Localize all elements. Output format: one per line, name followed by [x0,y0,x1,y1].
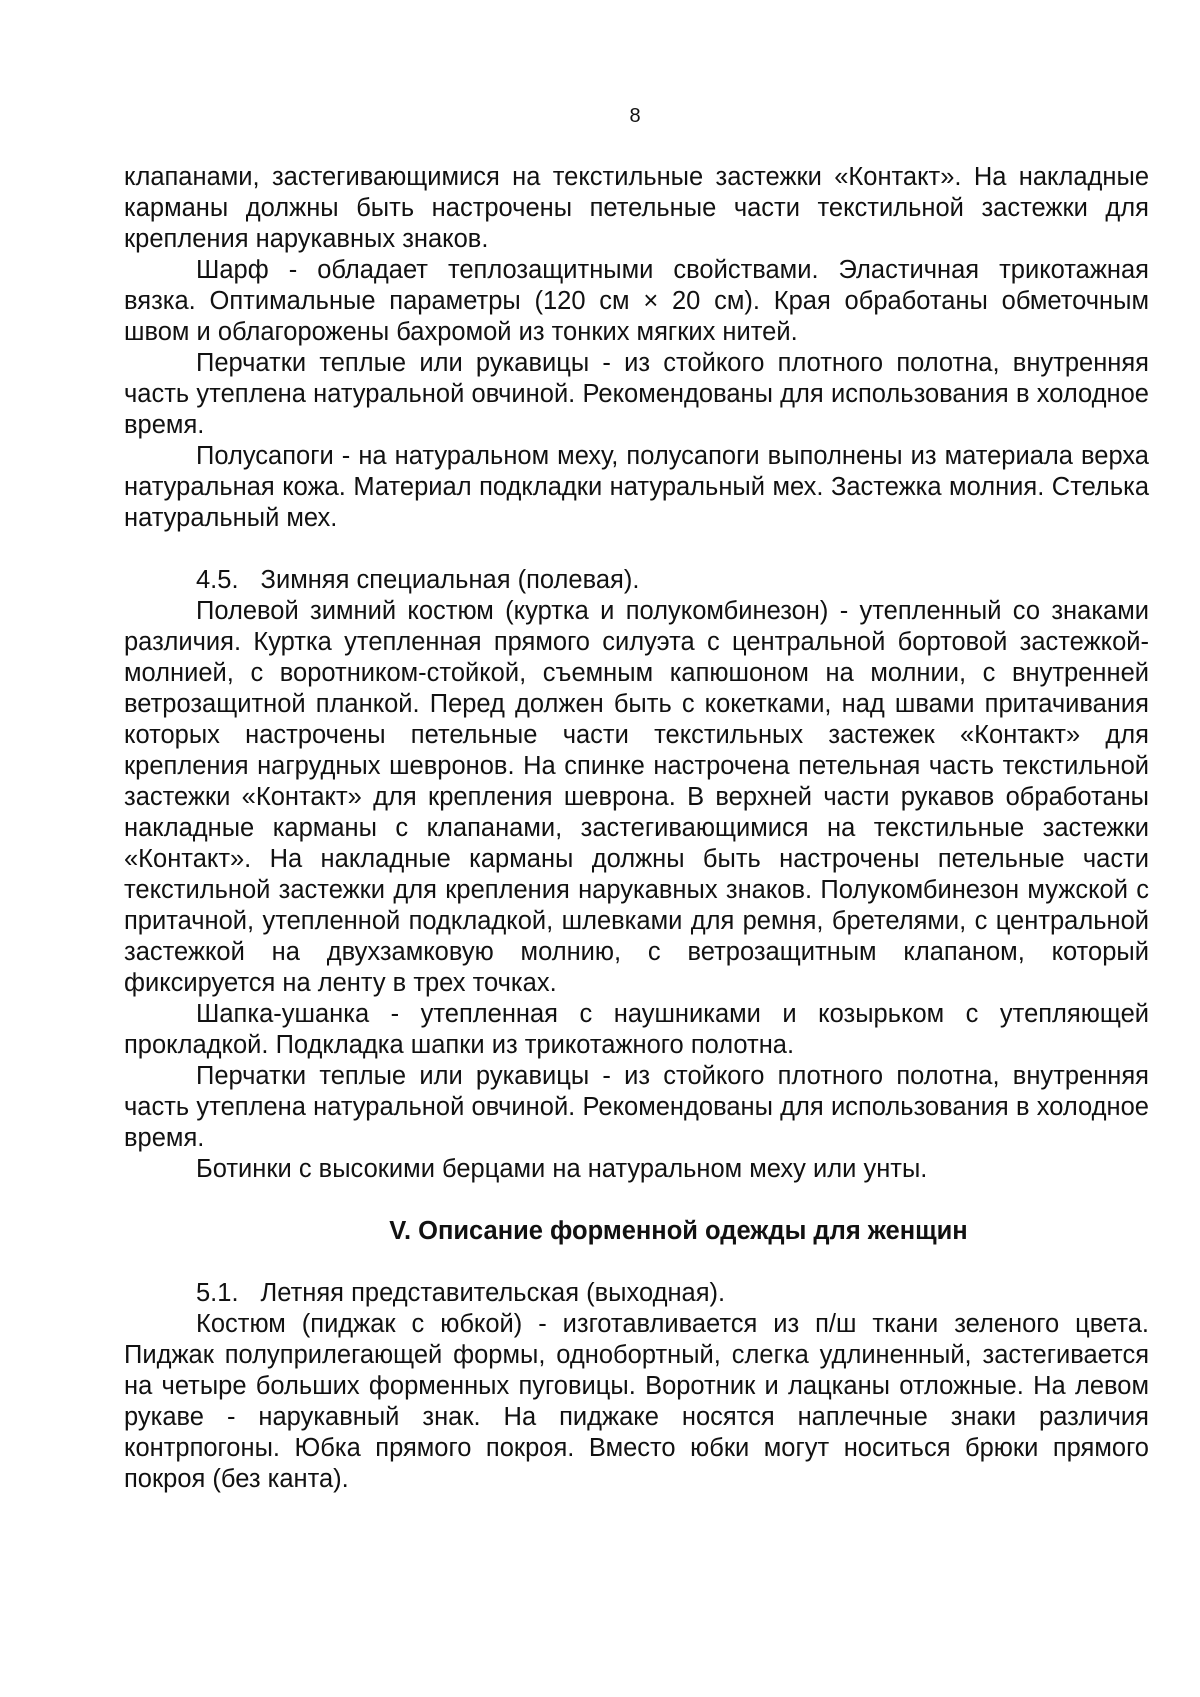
paragraph-gloves: Перчатки теплые или рукавицы - из стойкого плотного полотна, внутренняя часть утеплена натуральной овчиной. Рекомендованы для использования в холодное время. [124,349,1149,439]
section-title: Летняя представительская (выходная). [260,1279,726,1307]
paragraph-women-suit: Костюм (пиджак с юбкой) - изготавливается из п/ш ткани зеленого цвета. Пиджак полуприлегающей формы, однобортный, слегка удлиненный, застегивается на четыре больших форменных пуговицы. Воротник и лацканы отложные. На левом рукаве - нарукавный знак. На пиджаке носятся наплечные знаки различия контрпогоны. Юбка прямого покроя. Вместо юбки могут носиться брюки прямого покроя (без канта). [124,1310,1149,1493]
document-body [124,162,1149,1495]
section-title: Зимняя специальная (полевая). [260,566,640,594]
chapter-title: V. Описание форменной одежды для женщин [389,1217,968,1245]
paragraph-scarf: Шарф - обладает теплозащитными свойствами. Эластичная трикотажная вязка. Оптимальные параметры (120 см × 20 см). Края обработаны обметочным швом и облагорожены бахромой из тонких мягких нитей. [124,256,1149,346]
paragraph-pockets-continued: клапанами, застегивающимися на текстильные застежки «Контакт». На накладные карманы должны быть настрочены петельные части текстильной застежки для крепления нарукавных знаков. [124,163,1149,253]
section-number: 4.5. [196,566,239,594]
section-number: 5.1. [196,1279,239,1307]
page-number: 8 [629,105,641,127]
paragraph-ushanka: Шапка-ушанка - утепленная с наушниками и козырьком с утепляющей прокладкой. Подкладка шапки из трикотажного полотна. [124,1000,1149,1059]
paragraph-half-boots: Полусапоги - на натуральном меху, полусапоги выполнены из материала верха натуральная кожа. Материал подкладки натуральный мех. Застежка молния. Стелька натуральный мех. [124,442,1149,532]
section-heading-4-5 [124,565,1149,596]
paragraph-boots: Ботинки с высокими берцами на натуральном меху или унты. [196,1155,928,1183]
paragraph-gloves-winter: Перчатки теплые или рукавицы - из стойкого плотного полотна, внутренняя часть утеплена натуральной овчиной. Рекомендованы для использования в холодное время. [124,1062,1149,1152]
paragraph-field-suit: Полевой зимний костюм (куртка и полукомбинезон) - утепленный со знаками различия. Куртка утепленная прямого силуэта с центральной бортовой застежкой-молнией, с воротником-стойкой, съемным капюшоном на молнии, с внутренней ветрозащитной планкой. Перед должен быть с кокетками, над швами притачивания которых настрочены петельные части текстильных застежек «Контакт» для крепления нагрудных шевронов. На спинке настрочена петельная часть текстильной застежки «Контакт» для крепления шеврона. В верхней части рукавов обработаны накладные карманы с клапанами, застегивающимися на текстильные застежки «Контакт». На накладные карманы должны быть настрочены петельные части текстильной застежки для крепления нарукавных знаков. Полукомбинезон мужской с притачной, утепленной подкладкой, шлевками для ремня, бретелями, с центральной застежкой на двухзамковую молнию, с ветрозащитным клапаном, который фиксируется на ленту в трех точках. [124,597,1149,997]
section-heading-5-1 [124,1278,1149,1309]
